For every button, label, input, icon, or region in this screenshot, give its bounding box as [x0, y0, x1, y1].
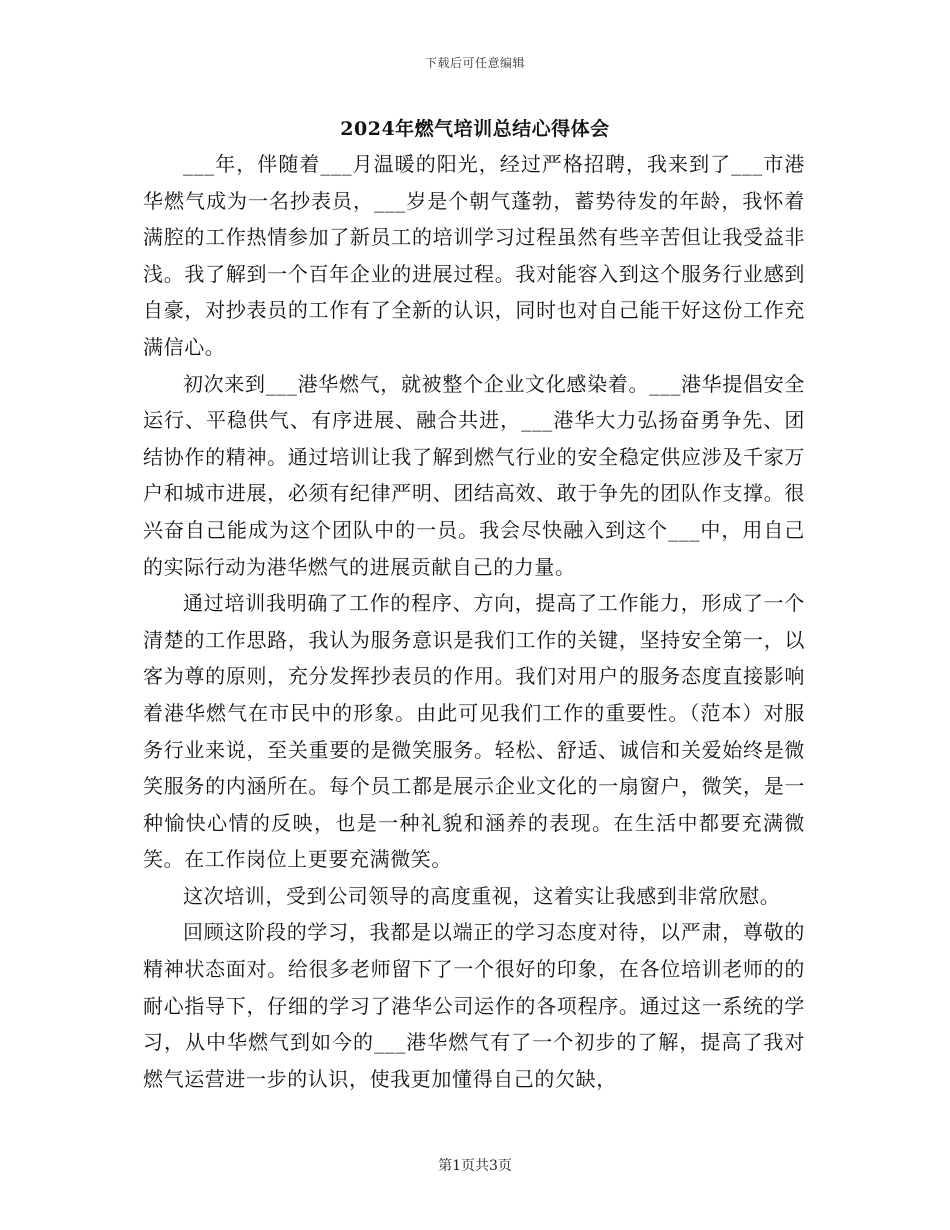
document-title: 2024年燃气培训总结心得体会	[340, 118, 610, 140]
paragraph-4: 这次培训，受到公司领导的高度重视，这着实让我感到非常欣慰。	[183, 883, 781, 908]
document-body	[143, 146, 805, 1097]
paragraph-3: 通过培训我明确了工作的程序、方向，提高了工作能力，形成了一个清楚的工作思路，我认为服务意识是我们工作的关键，坚持安全第一，以客为尊的原则，充分发挥抄表员的作用。我们对用户的服务态度直接影响着港华燃气在市民中的形象。由此可见我们工作的重要性。（范本）对服务行业来说，至关重要的是微笑服务。轻松、舒适、诚信和关爱始终是微笑服务的内涵所在。每个员工都是展示企业文化的一扇窗户，微笑，是一种愉快心情的反映，也是一种礼貌和涵养的表现。在生活中都要充满微笑。在工作岗位上更要充满微笑。	[143, 591, 805, 872]
page-number: 第1页共3页	[438, 1158, 512, 1174]
paragraph-5: 回顾这阶段的学习，我都是以端正的学习态度对待，以严肃，尊敬的精神状态面对。给很多老师留下了一个很好的印象，在各位培训老师的的耐心指导下，仔细的学习了港华公司运作的各项程序。通过这一系统的学习，从中华燃气到如今的___港华燃气有了一个初步的了解，提高了我对燃气运营进一步的认识，使我更加懂得自己的欠缺，	[143, 920, 805, 1091]
paragraph-2: 初次来到___港华燃气，就被整个企业文化感染着。___港华提倡安全运行、平稳供气、有序进展、融合共进，___港华大力弘扬奋勇争先、团结协作的精神。通过培训让我了解到燃气行业的安全稳定供应涉及千家万户和城市进展，必须有纪律严明、团结高效、敢于争先的团队作支撑。很兴奋自己能成为这个团队中的一员。我会尽快融入到这个___中，用自己的实际行动为港华燃气的进展贡献自己的力量。	[143, 371, 805, 579]
page-header-note: 下载后可任意编辑	[424, 56, 525, 70]
paragraph-1: ___年，伴随着___月温暖的阳光，经过严格招聘，我来到了___市港华燃气成为一名抄表员，___岁是个朝气蓬勃，蓄势待发的年龄，我怀着满腔的工作热情参加了新员工的培训学习过程虽然有些辛苦但让我受益非浅。我了解到一个百年企业的进展过程。我对能容入到这个服务行业感到自豪，对抄表员的工作有了全新的认识，同时也对自己能干好这份工作充满信心。	[143, 152, 805, 359]
